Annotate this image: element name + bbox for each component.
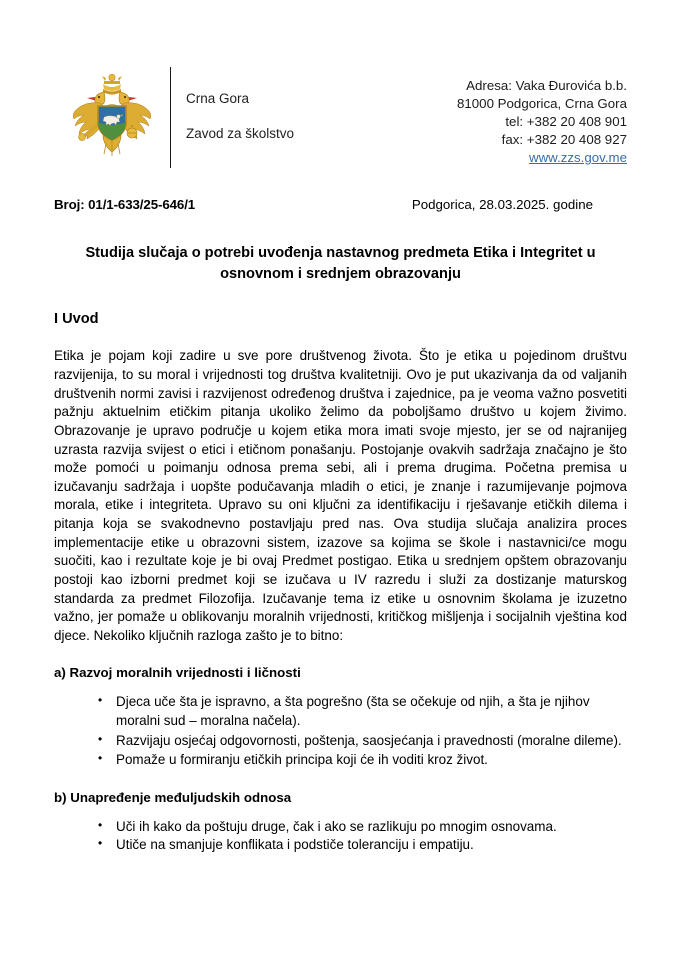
letterhead xyxy=(54,64,627,168)
list-item: • Utiče na smanjuje konflikata i podstiče toleranciju i empatiju. xyxy=(98,836,627,855)
list-item: • Uči ih kako da poštuju druge, čak i ako se razlikuju po mnogim osnovama. xyxy=(98,818,627,837)
list-item: • Razvijaju osjećaj odgovornosti, poštenja, saosjećanja i pravednosti (moralne dileme). xyxy=(98,732,627,751)
section-heading-uvod: I Uvod xyxy=(54,311,99,328)
subsection-heading-a: a) Razvoj moralnih vrijednosti i ličnosti xyxy=(54,665,301,681)
crest-container xyxy=(54,64,170,164)
country-name: Crna Gora xyxy=(186,91,250,106)
reference-number: Broj: 01/1-633/25-646/1 xyxy=(54,197,196,212)
address-street: Adresa: Vaka Ðurovića b.b. xyxy=(466,78,627,93)
list-item: • Pomaže u formiranju etičkih principa koji će ih voditi kroz život. xyxy=(98,751,627,770)
intro-paragraph: Etika je pojam koji zadire u sve pore društvenog života. Što je etika u pojedinom društvu razvijenija, to su moral i vrijednosti tog društva kvalitetniji. Ovo je put ukazivanja da od valjanih društvenih normi zavisi i razvijenost određenog društva i zajednice, pa je veoma važno posvetiti pažnju aktuelnim etičkim pitanja ukoliko želimo da poboljšamo društvo u kojem živimo. Obrazovanje je upravo područje u kojem etika mora imati svoje mjesto, jer se od najranijeg uzrasta razvija svijest o etici i etičnom ponašanju. Postojanje ovakvih sadržaja značajno je što može pomoći u poimanju odnosa prema sebi, ali i prema drugima. Početna premisa u izučavanju sadržaja i uopšte podučavanja mladih o etici, je znanje i razumijevanje pojmova morala, etike i integriteta. Upravo su oni ključni za identifikaciju i rješavanje etičkih dilema i pitanja koja se svakodnevno postavljaju pred nas. Ova studija slučaja analizira proces implementacije etike u obrazovni sistem, izazove sa kojima se škole i nastavnici/ce mogu suočiti, kao i rezultate koje je bi ovaj Predmet postigao. Etika u srednjem opštem obrazovanju postoji kao izborni predmet koji se izučava u IV razredu i služi za dostizanje maturskog standarda za predmet Filozofija. Izučavanje tema iz etike u osnovnim školama je izuzetno važno, jer pomaže u oblikovanju moralnih vrijednosti, kritičkog mišljenja i socijalnih vještina kod djece. Nekoliko ključnih razloga zašto je to bitno: xyxy=(54,348,627,643)
montenegro-coat-of-arms-icon xyxy=(70,70,154,164)
list-item: • Djeca uče šta je ispravno, a šta pogrešno (šta se očekuje od njih, a šta je njihov moralni sud – moralna načela). xyxy=(98,693,627,730)
document-body xyxy=(54,243,627,855)
organization-block xyxy=(171,64,386,143)
subsection-b-list xyxy=(54,818,627,855)
address-city: 81000 Podgorica, Crna Gora xyxy=(456,96,627,112)
address-block xyxy=(386,64,627,167)
address-telephone: tel: +382 20 408 901 xyxy=(505,114,627,130)
subsection-heading-b: b) Unapređenje međuljudskih odnosa xyxy=(54,789,292,805)
reference-row xyxy=(54,197,627,212)
subsection-a-list xyxy=(54,693,627,769)
institution-name: Zavod za školstvo xyxy=(186,126,295,142)
place-and-date: Podgorica, 28.03.2025. godine xyxy=(411,197,593,212)
website-link[interactable]: www.zzs.gov.me xyxy=(528,150,627,166)
address-fax: fax: +382 20 408 927 xyxy=(501,132,627,148)
page-title: Studija slučaja o potrebi uvođenja nastavnog predmeta Etika i Integritet u osnovnom i srednjem obrazovanju xyxy=(85,245,596,282)
